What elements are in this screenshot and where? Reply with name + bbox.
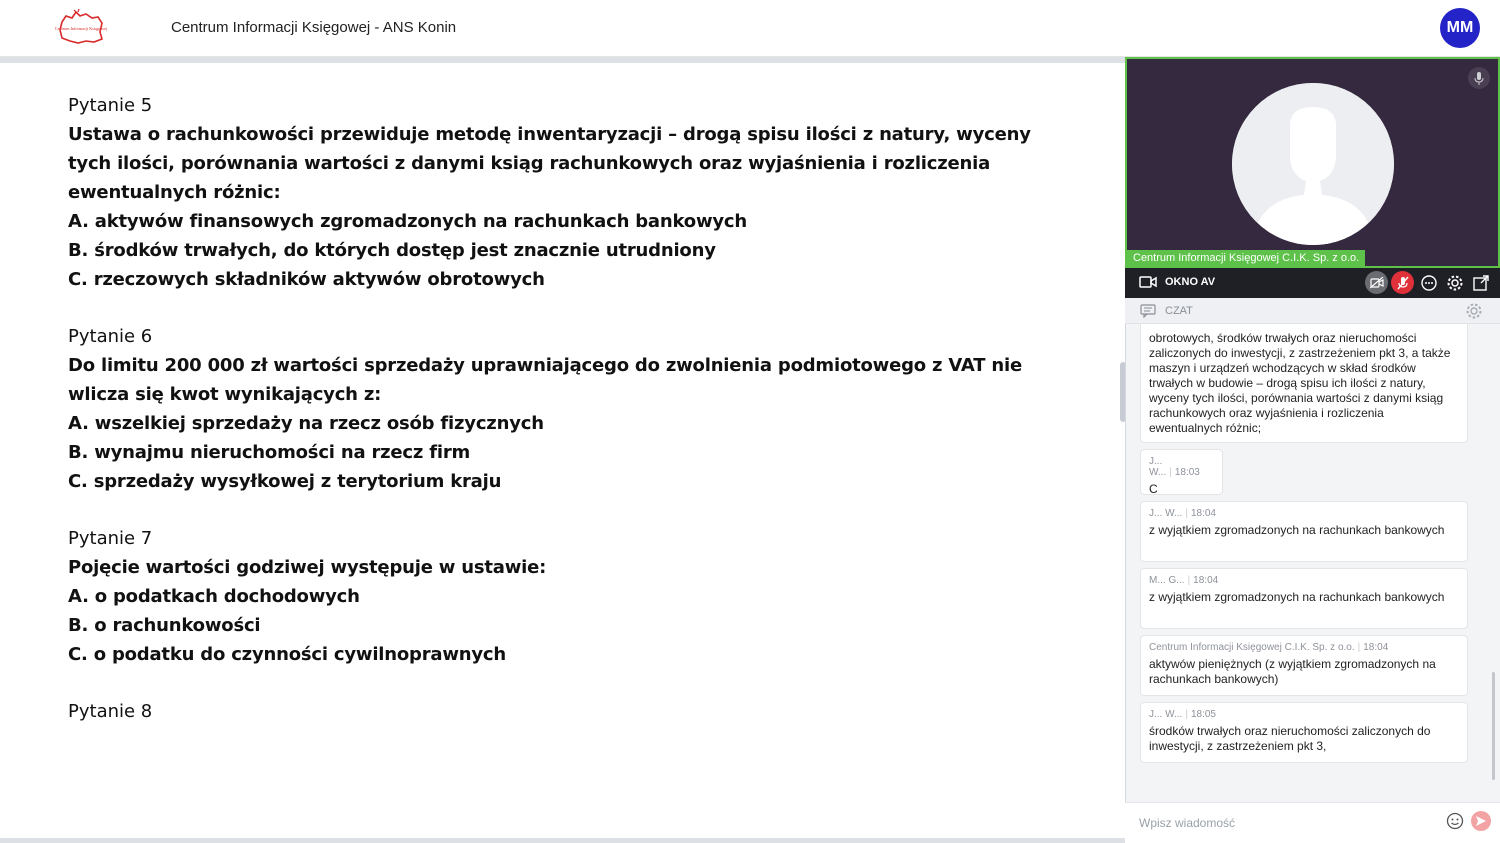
question-title: Pytanie 8 [68, 701, 153, 722]
camera-off-button[interactable] [1365, 271, 1388, 294]
page-title: Centrum Informacji Księgowej - ANS Konin [171, 19, 457, 36]
question-text: Pojęcie wartości godziwej występuje w ustawie: [68, 557, 547, 578]
chat-icon [1140, 304, 1156, 323]
question-option: B. wynajmu nieruchomości na rzecz firm [68, 442, 471, 463]
chat-message-text: aktywów pieniężnych (z wyjątkiem zgromadzonych na rachunkach bankowych) [1149, 657, 1436, 686]
chat-message-author: J... W... [1149, 709, 1183, 720]
logo [52, 8, 110, 48]
question-block [68, 524, 1068, 669]
chat-message-time: 18:04 [1363, 642, 1389, 653]
question-option: A. wszelkiej sprzedaży na rzecz osób fizycznych [68, 413, 544, 434]
chat-message-author: J... W... [1149, 456, 1167, 478]
chat-label: CZAT [1165, 305, 1193, 317]
microphone-off-button[interactable] [1391, 271, 1414, 294]
question-title: Pytanie 5 [68, 95, 153, 116]
chat-message-meta: M... G... | 18:04 [1149, 575, 1219, 586]
slide-content [68, 91, 1068, 754]
send-icon [1475, 815, 1487, 827]
question-title: Pytanie 7 [68, 528, 153, 549]
question-option: A. aktywów finansowych zgromadzonych na rachunkach bankowych [68, 211, 747, 232]
presentation-area [0, 57, 1125, 843]
send-button[interactable] [1471, 811, 1491, 831]
chat-message-meta: J... W... | 18:04 [1149, 508, 1216, 519]
chat-message [1140, 568, 1468, 629]
chat-message-author: Centrum Informacji Księgowej C.I.K. Sp. z o.o. [1149, 642, 1355, 653]
chat-message-text: C [1149, 482, 1158, 496]
question-option: B. o rachunkowości [68, 615, 261, 636]
chat-message-meta: J... W... | 18:05 [1149, 709, 1216, 720]
logo-text: Centrum Informacji Księgowej [54, 26, 108, 31]
av-toolbar [1125, 268, 1500, 298]
chat-message-author: M... G... [1149, 575, 1185, 586]
question-text: Ustawa o rachunkowości przewiduje metodę inwentaryzacji – drogą spisu ilości z natury, wyceny tych ilości, porównania wartości z danymi ksiąg rachunkowych oraz wyjaśnienia i rozliczenia ewentualnych różnic: [68, 124, 1031, 203]
chat-message-text: obrotowych, środków trwałych oraz nieruchomości zaliczonych do inwestycji, z zastrzeżeniem pkt 3, a także maszyn i urządzeń wchodzących w skład środków trwałych w budowie – drogą spisu ich ilości z natury, wyceny tych ilości, porównania wartości z danymi ksiąg rachunkowych oraz wyjaśnienia i rozliczenia ewentualnych różnic; [1149, 331, 1451, 435]
chat-message-author: J... W... [1149, 508, 1183, 519]
question-option: B. środków trwałych, do których dostęp jest znacznie utrudniony [68, 240, 716, 261]
question-text: Do limitu 200 000 zł wartości sprzedaży uprawniającego do zwolnienia podmiotowego z VAT nie wlicza się kwot wynikających z: [68, 355, 1022, 405]
chat-message-text: z wyjątkiem zgromadzonych na rachunkach bankowych [1149, 590, 1445, 604]
participant-placeholder-icon [1232, 83, 1394, 245]
chat-message-text: z wyjątkiem zgromadzonych na rachunkach bankowych [1149, 523, 1445, 537]
popout-window-icon[interactable] [1469, 271, 1492, 294]
chat-message-meta: Centrum Informacji Księgowej C.I.K. Sp. z o.o. | 18:04 [1149, 642, 1389, 653]
app-header [0, 0, 1500, 57]
av-controls [1365, 271, 1492, 294]
chat-scrollbar[interactable] [1492, 672, 1495, 780]
chat-message [1140, 501, 1468, 562]
question-option: C. o podatku do czynności cywilnoprawnych [68, 644, 507, 665]
chat-message [1140, 635, 1468, 696]
chat-message-input[interactable] [1139, 812, 1429, 834]
chat-message-time: 18:05 [1190, 709, 1216, 720]
settings-gear-icon[interactable] [1443, 271, 1466, 294]
question-block [68, 91, 1068, 294]
camera-icon [1139, 275, 1157, 294]
question-option: C. rzeczowych składników aktywów obrotowych [68, 269, 545, 290]
chat-message-time: 18:04 [1193, 575, 1219, 586]
chat-message [1140, 702, 1468, 763]
chat-message-time: 18:03 [1174, 467, 1200, 478]
question-block [68, 697, 1068, 726]
question-block [68, 322, 1068, 496]
microphone-icon [1468, 67, 1490, 89]
chat-message [1140, 449, 1223, 495]
question-title: Pytanie 6 [68, 326, 153, 347]
chat-settings-gear-icon[interactable] [1465, 302, 1483, 325]
chat-message-time: 18:04 [1190, 508, 1216, 519]
chat-bubble-icon[interactable] [1417, 271, 1440, 294]
av-panel-label: OKNO AV [1165, 276, 1216, 288]
emoji-icon[interactable] [1446, 812, 1464, 835]
participant-name-tag: Centrum Informacji Księgowej C.I.K. Sp. z o.o. [1127, 250, 1365, 266]
chat-message-meta: J... W... | 18:03 [1149, 456, 1200, 478]
chat-message-list[interactable] [1125, 324, 1492, 800]
user-avatar[interactable]: MM [1440, 8, 1480, 48]
chat-message [1140, 324, 1468, 443]
question-option: A. o podatkach dochodowych [68, 586, 360, 607]
presentation-bottom-bar [0, 838, 1125, 843]
question-option: C. sprzedaży wysyłkowej z terytorium kraju [68, 471, 502, 492]
chat-message-text: środków trwałych oraz nieruchomości zaliczonych do inwestycji, z zastrzeżeniem pkt 3, [1149, 724, 1431, 753]
chat-input-bar [1125, 802, 1500, 843]
chat-header [1125, 298, 1500, 324]
video-tile[interactable] [1125, 57, 1500, 268]
